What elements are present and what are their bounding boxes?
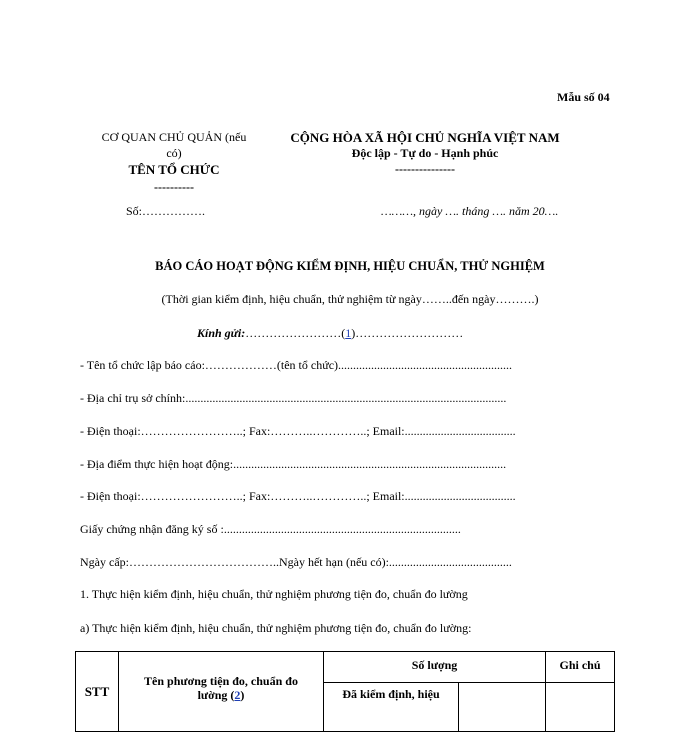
field-certificate: Giấy chứng nhận đăng ký số :...............................................................................	[80, 522, 461, 536]
document-number: Số:…………….	[126, 204, 206, 218]
addressee-line	[197, 326, 463, 341]
date-line: ………, ngày …. tháng …. năm 20….	[381, 204, 559, 218]
col-name-line-1: Tên phương tiện đo, chuẩn đo	[144, 674, 298, 688]
col-stt: STT	[76, 652, 119, 732]
footnote-ref-1[interactable]: 1	[345, 326, 352, 340]
report-table	[75, 651, 615, 732]
col-name-line-2-suffix: )	[240, 688, 245, 702]
section-1-heading: 1. Thực hiện kiểm định, hiệu chuẩn, thử nghiệm phương tiện đo, chuẩn đo lường	[80, 587, 468, 601]
col-name-line-2-prefix: lường (	[197, 688, 235, 702]
table-header-row	[76, 652, 615, 683]
form-number: Mẫu số 04	[557, 90, 610, 104]
report-title: BÁO CÁO HOẠT ĐỘNG KIỂM ĐỊNH, HIỆU CHUẨN, THỬ NGHIỆM	[155, 259, 545, 273]
agency-line-2: có)	[166, 146, 182, 160]
section-1a-heading: a) Thực hiện kiểm định, hiệu chuẩn, thử nghiệm phương tiện đo, chuẩn đo lường:	[80, 621, 472, 635]
col-instrument-name	[119, 652, 324, 732]
field-dates: Ngày cấp:………………………………..Ngày hết hạn (nếu có):.........................................	[80, 555, 512, 569]
field-contact-2: - Điện thoại:……………………..; Fax:………..…………..; Email:.....................................	[80, 489, 516, 503]
footnote-ref-2[interactable]: 2	[234, 688, 241, 702]
national-motto: Độc lập - Tự do - Hạnh phúc	[351, 146, 499, 160]
country-name: CỘNG HÒA XÃ HỘI CHỦ NGHĨA VIỆT NAM	[290, 130, 560, 145]
col-tested: Đã kiểm định, hiệu	[324, 683, 459, 732]
field-address: - Địa chỉ trụ sở chính:...........................................................................................................	[80, 391, 507, 405]
col-notes: Ghi chú	[546, 652, 615, 683]
agency-line-1: CƠ QUAN CHỦ QUẢN (nếu	[101, 130, 247, 144]
field-contact-1: - Điện thoại:……………………..; Fax:………..…………..; Email:.....................................	[80, 424, 516, 438]
left-divider: ----------	[154, 180, 194, 194]
addressee-label: Kính gửi:	[197, 326, 246, 340]
report-subtitle: (Thời gian kiểm định, hiệu chuẩn, thử nghiệm từ ngày……..đến ngày……….)	[161, 292, 539, 306]
addressee-dots-after: )………………………	[351, 326, 464, 340]
field-location: - Địa điểm thực hiện hoạt động:...........................................................................................	[80, 457, 507, 471]
col-notes-sub	[546, 683, 615, 732]
field-org-name: - Tên tổ chức lập báo cáo:………………(tên tổ chức)..........................................................	[80, 358, 513, 372]
right-divider: ---------------	[395, 162, 455, 176]
org-name: TÊN TỔ CHỨC	[128, 162, 220, 177]
addressee-dots-before: ……………………(	[245, 326, 346, 340]
col-quantity-other	[459, 683, 546, 732]
col-quantity: Số lượng	[324, 652, 546, 683]
